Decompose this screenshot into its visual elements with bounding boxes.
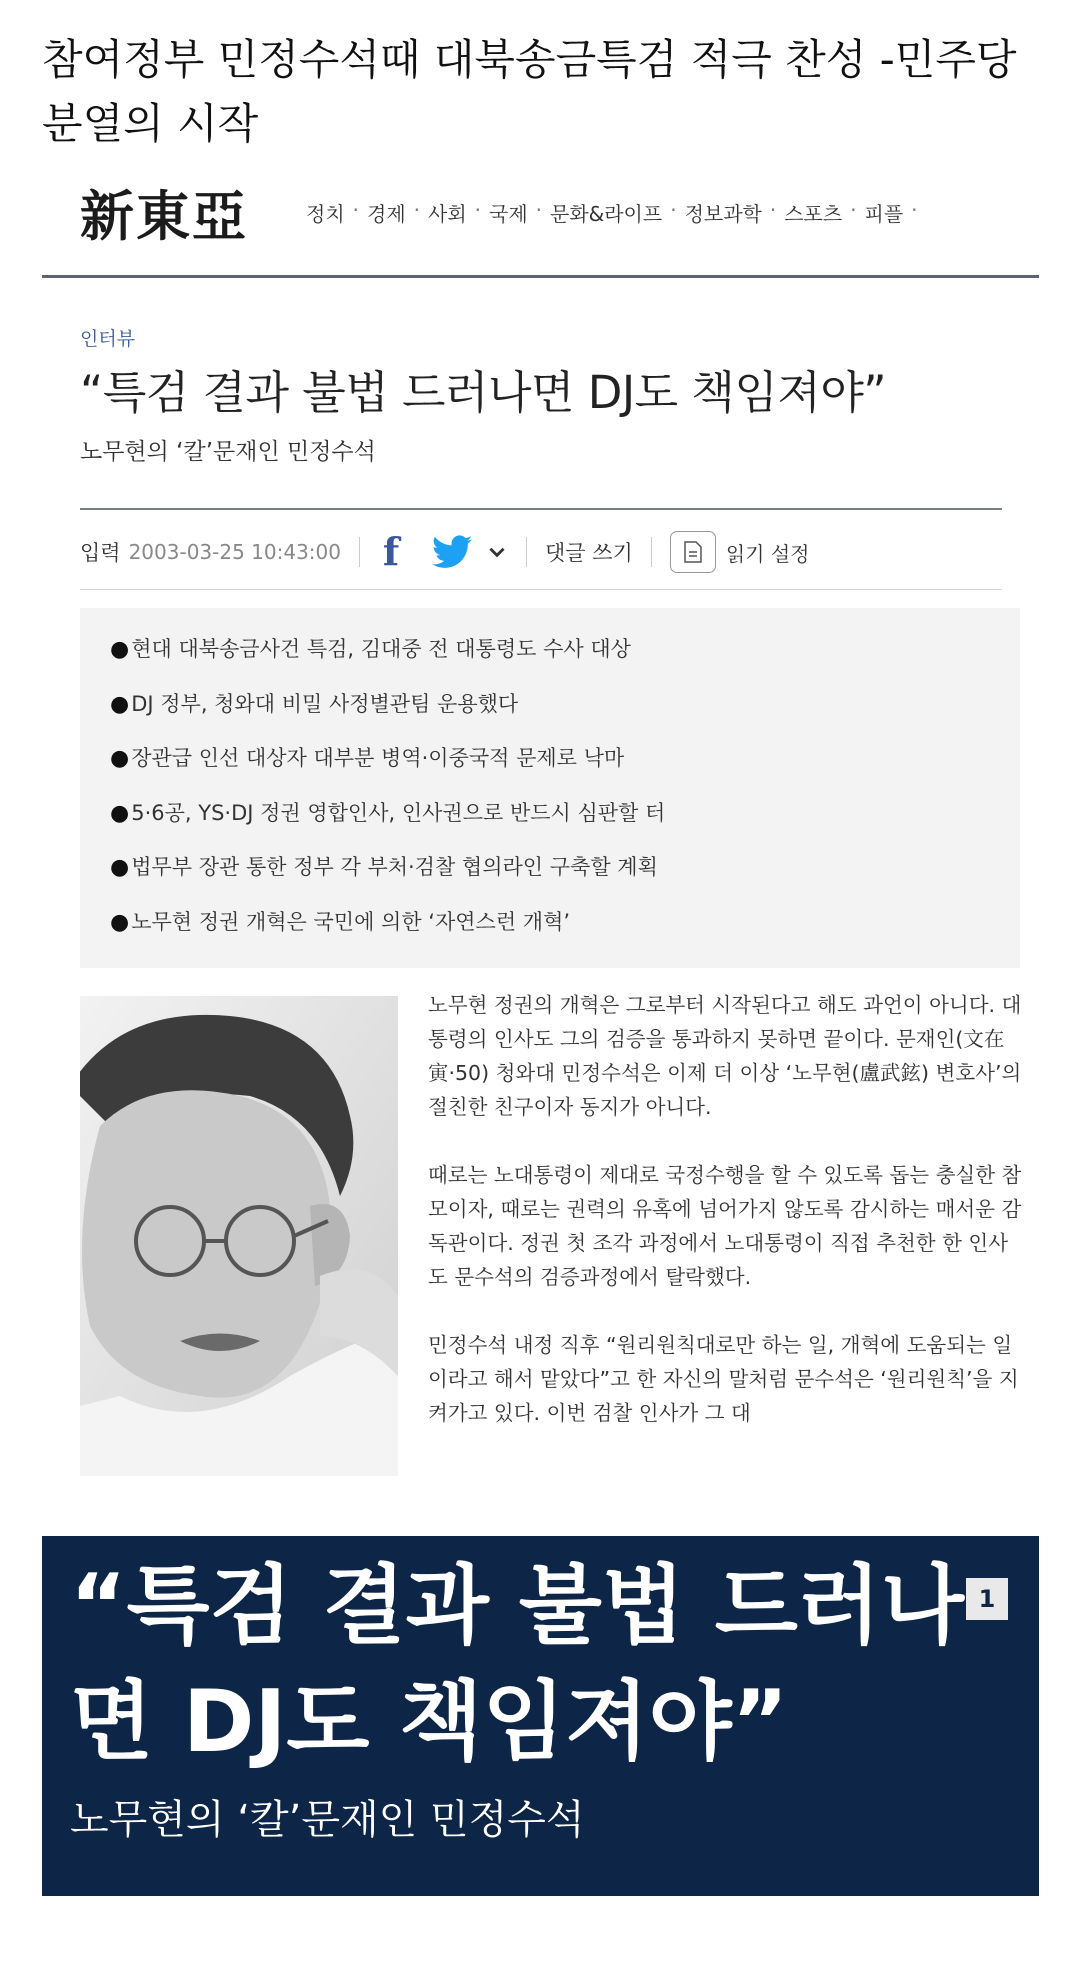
article-body <box>428 988 1024 1464</box>
meta-divider <box>359 537 360 567</box>
summary-item <box>110 743 1020 798</box>
headline-banner <box>42 1536 1039 1896</box>
nav-separator: · <box>413 198 420 222</box>
article-summary-box <box>80 608 1020 968</box>
article-meta-bar <box>80 528 1002 576</box>
reading-settings-label[interactable]: 읽기 설정 <box>725 541 810 566</box>
nav-item-international[interactable]: 국제 <box>489 202 528 226</box>
summary-text: 장관급 인선 대상자 대부분 병역·이중국적 문제로 낙마 <box>131 746 625 770</box>
article-paragraph: 노무현 정권의 개혁은 그로부터 시작된다고 해도 과언이 아니다. 대통령의 인사도 그의 검증을 통과하지 못하면 끝이다. 문재인(文在寅·50) 청와대 민정수석은 이제 더 이상 ‘노무현(盧武鉉) 변호사’의 절친한 친구이자 동지가 아니다. <box>428 993 1022 1119</box>
summary-item <box>110 798 1020 853</box>
nav-separator: · <box>850 198 857 222</box>
nav-item-science[interactable]: 정보과학 <box>684 202 762 226</box>
summary-text: 노무현 정권 개혁은 국민에 의한 ‘자연스런 개혁’ <box>131 909 571 934</box>
article-paragraph: 민정수석 내정 직후 “원리원칙대로만 하는 일, 개혁에 도움되는 일이라고 해서 맡았다”고 한 자신의 말처럼 문수석은 ‘원리원칙’을 지켜가고 있다. 이번 검찰 인사가 그 대 <box>428 1333 1019 1425</box>
nav-item-culture[interactable]: 문화&라이프 <box>550 202 663 226</box>
chevron-down-icon[interactable] <box>486 541 508 563</box>
nav-separator: · <box>474 198 481 222</box>
bullet-icon: ● <box>110 909 130 935</box>
masthead-divider <box>42 275 1039 278</box>
site-logo[interactable]: 新東亞 <box>80 184 248 248</box>
summary-item <box>110 689 1020 744</box>
meta-divider-top <box>80 508 1002 510</box>
banner-subtitle: 노무현의 ‘칼’문재인 민정수석 <box>70 1797 585 1843</box>
summary-item <box>110 634 1020 689</box>
write-comment-link[interactable]: 댓글 쓰기 <box>545 541 633 565</box>
publish-datetime: 2003-03-25 10:43:00 <box>128 540 341 564</box>
nav-separator: · <box>670 198 677 222</box>
article-headline: “특검 결과 불법 드러나면 DJ도 책임져야” <box>80 366 887 419</box>
facebook-icon[interactable]: f <box>382 529 400 574</box>
reading-settings-icon[interactable] <box>670 531 716 573</box>
article-subhead: 노무현의 ‘칼’문재인 민정수석 <box>80 439 376 465</box>
meta-divider-bottom <box>80 589 1002 590</box>
bullet-icon: ● <box>110 637 130 662</box>
nav-separator: · <box>535 198 542 222</box>
bullet-icon: ● <box>110 855 130 880</box>
nav-item-society[interactable]: 사회 <box>428 202 467 226</box>
article-category[interactable]: 인터뷰 <box>80 328 136 350</box>
portrait-photo <box>80 996 398 1476</box>
masthead <box>42 168 1039 278</box>
input-label: 입력 <box>80 541 121 565</box>
meta-divider <box>526 537 527 567</box>
summary-text: DJ 정부, 청와대 비밀 사정별관팀 운용했다 <box>131 691 519 716</box>
nav-item-people[interactable]: 피플 <box>864 202 904 226</box>
nav-separator: · <box>352 198 359 222</box>
summary-item <box>110 852 1020 907</box>
meta-divider <box>651 537 652 567</box>
post-title: 참여정부 민정수석때 대북송금특검 적극 찬성 -민주당 분열의 시작 <box>42 35 1017 148</box>
nav-item-economy[interactable]: 경제 <box>367 202 406 226</box>
main-nav <box>300 198 920 227</box>
article-screenshot <box>42 168 1039 1513</box>
banner-title: “특검 결과 불법 드러나면 DJ도 책임져야” <box>70 1556 965 1772</box>
nav-separator: · <box>769 198 777 222</box>
summary-text: 법무부 장관 통한 정부 각 부처·검찰 협의라인 구축할 계획 <box>131 855 658 879</box>
bullet-icon: ● <box>110 691 130 717</box>
nav-item-politics[interactable]: 정치 <box>306 202 345 226</box>
nav-item-sports[interactable]: 스포츠 <box>784 202 843 226</box>
bullet-icon: ● <box>110 800 130 826</box>
bullet-icon: ● <box>110 746 130 771</box>
nav-separator: · <box>911 198 918 222</box>
article-paragraph: 때로는 노대통령이 제대로 국정수행을 할 수 있도록 돕는 충실한 참모이자, 때로는 권력의 유혹에 넘어가지 않도록 감시하는 매서운 감독관이다. 정권 첫 조각 과정에서 노대통령이 직접 추천한 한 인사도 문수석의 검증과정에서 탈락했다. <box>428 1163 1022 1289</box>
summary-item <box>110 907 1020 962</box>
page-badge[interactable]: 1 <box>966 1578 1008 1620</box>
summary-text: 5·6공, YS·DJ 정권 영합인사, 인사권으로 반드시 심판할 터 <box>131 800 666 825</box>
twitter-icon[interactable] <box>432 534 472 570</box>
summary-text: 현대 대북송금사건 특검, 김대중 전 대통령도 수사 대상 <box>131 637 631 661</box>
